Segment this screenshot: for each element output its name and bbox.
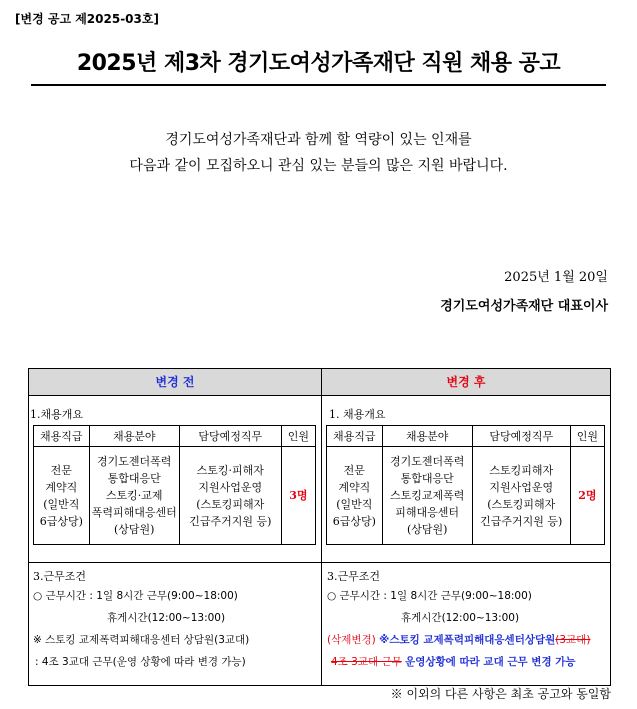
col-count: 인원 [281, 426, 315, 447]
field-line: 통합대응단 [400, 472, 454, 485]
after-section-title: 1. 채용개요 [329, 408, 386, 421]
col-field: 채용분야 [382, 426, 472, 447]
intro-line-1: 경기도여성가족재단과 함께 할 역량이 있는 인재를 [165, 132, 472, 148]
intro-line-2: 다음과 같이 모집하오니 관심 있는 분들의 많은 지원 바랍니다. [129, 158, 508, 174]
duty-line: 스토킹·피해자 [196, 463, 264, 477]
before-shift-detail: : 4조 3교대 근무(운영 상황에 따라 변경 가능) [35, 656, 246, 668]
after-conditions-title: 3.근무조건 [327, 570, 380, 583]
col-duty: 담당예정직무 [179, 426, 281, 447]
duty-line: 긴급주거지원 등) [480, 514, 563, 528]
duty-line: 지원사업운영 [489, 480, 554, 494]
grade-line: 계약직 [338, 480, 371, 494]
comparison-table [28, 368, 611, 686]
col-grade: 채용직급 [34, 426, 90, 447]
field-line: 경기도젠더폭력 [389, 455, 465, 468]
cell-field [89, 447, 179, 545]
field-line: 스토킹교제폭력 [389, 489, 465, 502]
cell-field [382, 447, 472, 545]
cell-grade [327, 447, 383, 545]
after-header: 변경 후 [322, 369, 610, 396]
after-shift-detail [331, 654, 576, 669]
page-title: 2025년 제3차 경기도여성가족재단 직원 채용 공고 [76, 51, 561, 76]
before-header: 변경 전 [29, 369, 322, 396]
row-divider [29, 562, 610, 563]
before-conditions-title: 3.근무조건 [33, 570, 86, 583]
duty-line: 스토킹피해자 [489, 463, 554, 477]
struck-shift-text: (3교대) [555, 634, 591, 646]
col-field: 채용분야 [89, 426, 179, 447]
struck-shift-detail: 4조 3교대 근무 [331, 656, 402, 668]
footer-note: ※ 이외의 다른 사항은 최초 공고와 동일함 [390, 687, 611, 701]
after-work-hours: ○ 근무시간 : 1일 8시간 근무(9:00~18:00) [327, 590, 532, 602]
after-shift-note [327, 632, 590, 647]
grade-line: 6급상당) [39, 514, 83, 528]
changed-shift-detail: 운영상황에 따라 교대 근무 변경 가능 [405, 656, 576, 668]
title-underline [31, 84, 606, 86]
cell-count: 2명 [570, 447, 604, 545]
col-count: 인원 [570, 426, 604, 447]
grade-line: (일반직 [43, 497, 80, 511]
field-line: 통합대응단 [107, 472, 161, 485]
field-line: 경기도젠더폭력 [97, 455, 172, 468]
after-recruit-table [326, 425, 605, 545]
cell-duty [472, 447, 570, 545]
column-divider [321, 395, 322, 685]
cell-grade [34, 447, 90, 545]
organization-signature: 경기도여성가족재단 대표이사 [440, 299, 608, 314]
duty-line: (스토킹피해자 [487, 497, 556, 511]
before-shift-note: ※ 스토킹 교제폭력피해대응센터 상담원(3교대) [33, 634, 250, 646]
duty-line: 긴급주거지원 등) [189, 514, 272, 528]
cell-count: 3명 [281, 447, 315, 545]
field-line: (상담원) [406, 523, 448, 536]
grade-line: 계약직 [45, 480, 78, 494]
cell-duty [179, 447, 281, 545]
duty-line: (스토킹피해자 [196, 497, 265, 511]
before-work-hours: ○ 근무시간 : 1일 8시간 근무(9:00~18:00) [33, 590, 238, 602]
grade-line: 전문 [50, 463, 72, 477]
before-break-time: 휴게시간(12:00~13:00) [107, 612, 226, 624]
deleted-change-tag: (삭제변경) [327, 634, 376, 646]
field-line: 피해대응센터 [395, 506, 460, 519]
grade-line: (일반직 [336, 497, 373, 511]
changed-note-text: ※스토킹 교제폭력피해대응센터상담원 [379, 634, 556, 646]
grade-line: 6급상당) [332, 514, 376, 528]
after-break-time: 휴게시간(12:00~13:00) [401, 612, 520, 624]
field-line: (상담원) [114, 523, 155, 536]
field-line: 폭력피해대응센터 [91, 506, 177, 519]
before-section-title: 1.채용개요 [30, 408, 83, 421]
notice-number: [변경 공고 제2025-03호] [15, 12, 159, 26]
col-grade: 채용직급 [327, 426, 383, 447]
before-recruit-table [33, 425, 316, 545]
field-line: 스토킹·교제 [105, 489, 163, 502]
grade-line: 전문 [343, 463, 365, 477]
announcement-date: 2025년 1월 20일 [504, 270, 608, 285]
col-duty: 담당예정직무 [472, 426, 570, 447]
duty-line: 지원사업운영 [198, 480, 263, 494]
